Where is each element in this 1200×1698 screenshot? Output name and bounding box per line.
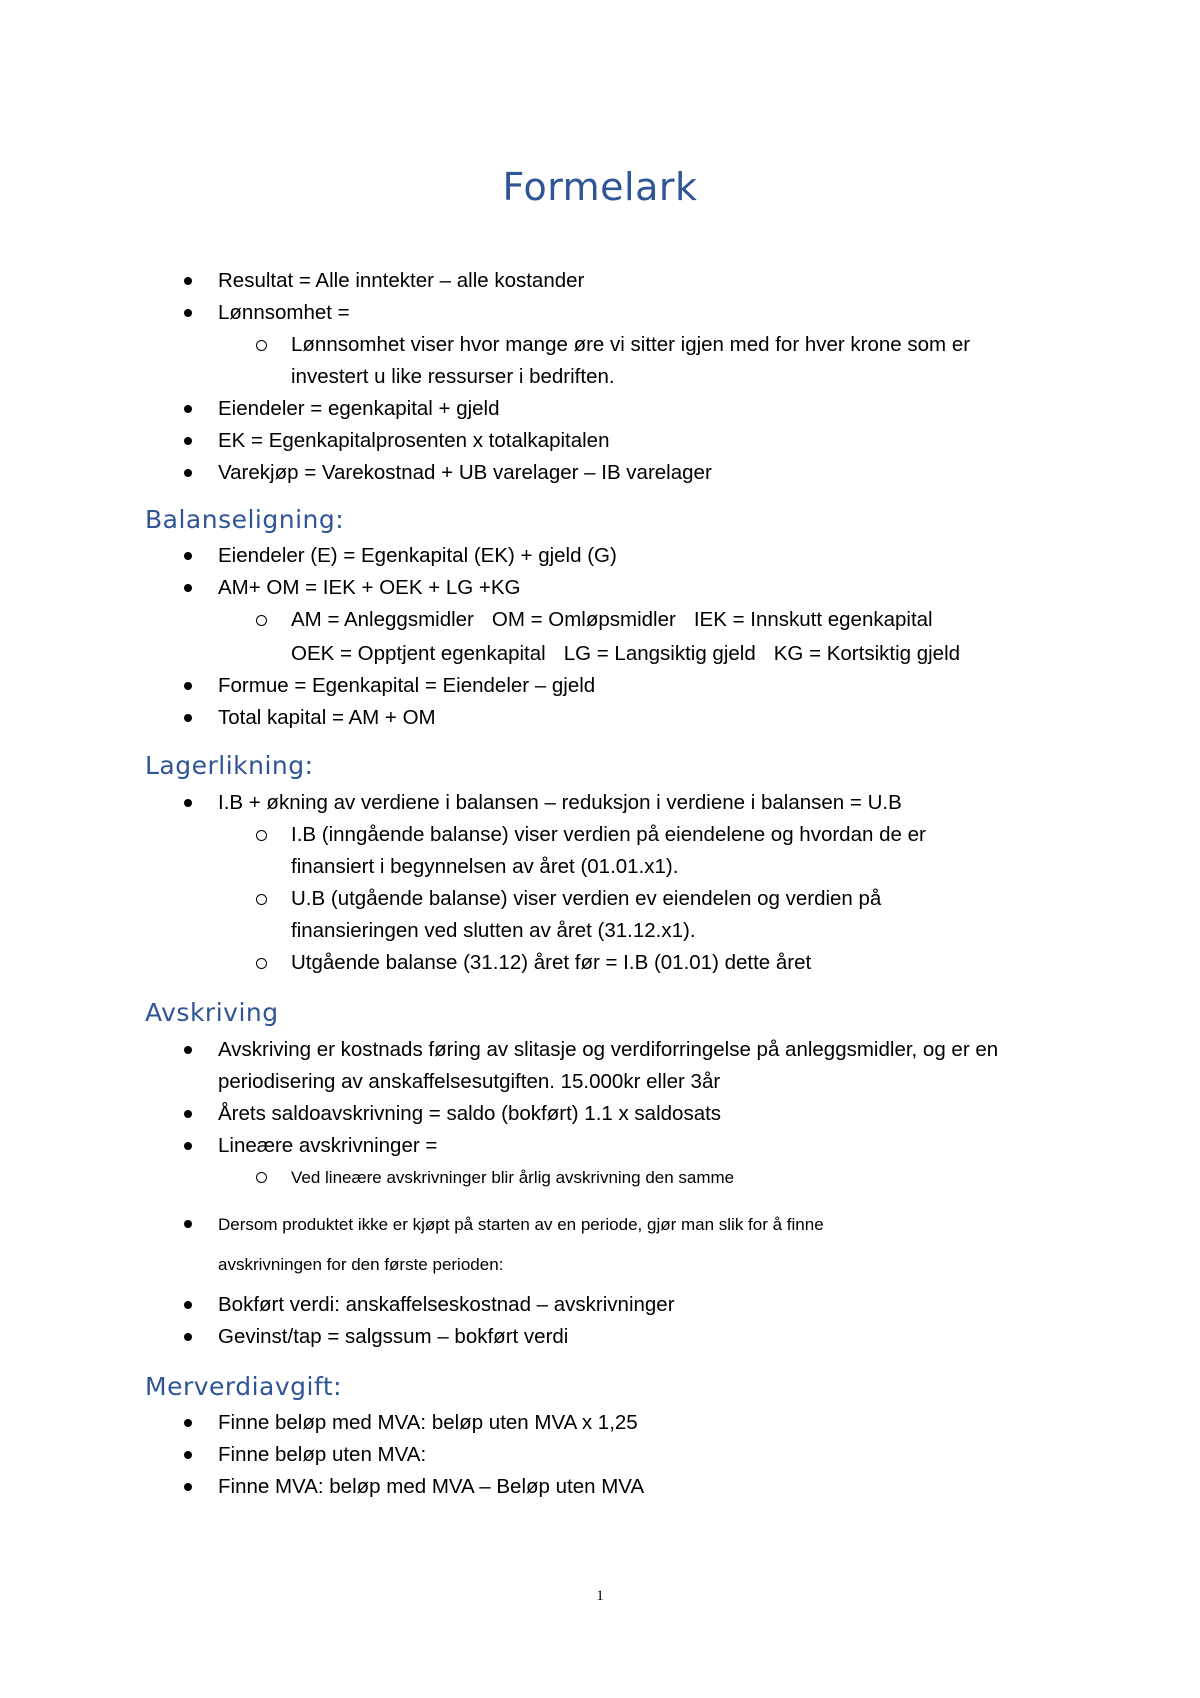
abbreviation-om: OM = Omløpsmidler	[491, 608, 676, 631]
list-item: Eiendeler = egenkapital + gjeld	[218, 397, 500, 420]
bullet-icon	[184, 799, 192, 807]
list-item: Lineære avskrivninger =	[218, 1134, 438, 1157]
bullet-icon	[184, 437, 192, 445]
list-item: Lønnsomhet viser hvor mange øre vi sitter igjen med for hver krone som er	[291, 333, 971, 356]
circle-bullet-icon	[256, 340, 267, 351]
list-item: I.B + økning av verdiene i balansen – reduksjon i verdiene i balansen = U.B	[218, 791, 902, 814]
bullet-icon	[184, 1142, 192, 1150]
list-item: Finne MVA: beløp med MVA – Beløp uten MVA	[218, 1475, 645, 1498]
circle-bullet-icon	[256, 830, 267, 841]
list-item: Årets saldoavskrivning = saldo (bokført) 1.1 x saldosats	[218, 1102, 722, 1125]
section-heading-balanseligning: Balanseligning:	[145, 505, 345, 534]
list-item: Formue = Egenkapital = Eiendeler – gjeld	[218, 674, 596, 697]
list-item: Dersom produktet ikke er kjøpt på starten av en periode, gjør man slik for å finne	[218, 1215, 824, 1234]
list-item: Finne beløp uten MVA:	[218, 1443, 427, 1466]
circle-bullet-icon	[256, 958, 267, 969]
section-heading-lagerlikning: Lagerlikning:	[145, 751, 314, 780]
list-item: Resultat = Alle inntekter – alle kostander	[218, 269, 585, 292]
circle-bullet-icon	[256, 894, 267, 905]
bullet-icon	[184, 1451, 192, 1459]
bullet-icon	[184, 1419, 192, 1427]
list-item: Varekjøp = Varekostnad + UB varelager – IB varelager	[218, 461, 712, 484]
list-item: Lønnsomhet =	[218, 301, 350, 324]
list-item-continuation: finansiert i begynnelsen av året (01.01.x1).	[291, 855, 679, 878]
bullet-icon	[184, 309, 192, 317]
page-number: 1	[596, 1588, 604, 1604]
circle-bullet-icon	[256, 1172, 267, 1183]
abbreviation-lg: LG = Langsiktig gjeld	[563, 642, 756, 665]
list-item: U.B (utgående balanse) viser verdien ev eiendelen og verdien på	[291, 887, 882, 910]
circle-bullet-icon	[256, 615, 267, 626]
list-item-continuation: investert u like ressurser i bedriften.	[291, 365, 615, 388]
list-item	[291, 607, 933, 633]
abbreviation-oek: OEK = Opptjent egenkapital	[291, 642, 546, 665]
abbreviation-kg: KG = Kortsiktig gjeld	[773, 642, 961, 665]
bullet-icon	[184, 1333, 192, 1341]
list-item: Avskriving er kostnads føring av slitasje og verdiforringelse på anleggsmidler, og er en	[218, 1038, 999, 1061]
bullet-icon	[184, 469, 192, 477]
list-item-continuation: periodisering av anskaffelsesutgiften. 15.000kr eller 3år	[218, 1070, 721, 1093]
bullet-icon	[184, 1483, 192, 1491]
section-heading-merverdiavgift: Merverdiavgift:	[145, 1372, 343, 1401]
list-item: Gevinst/tap = salgssum – bokført verdi	[218, 1325, 569, 1348]
bullet-icon	[184, 552, 192, 560]
list-item: EK = Egenkapitalprosenten x totalkapitalen	[218, 429, 610, 452]
list-item: Eiendeler (E) = Egenkapital (EK) + gjeld (G)	[218, 544, 617, 567]
bullet-icon	[184, 584, 192, 592]
list-item: Finne beløp med MVA: beløp uten MVA x 1,25	[218, 1411, 638, 1434]
list-item: AM+ OM = IEK + OEK + LG +KG	[218, 576, 521, 599]
bullet-icon	[184, 1220, 192, 1228]
abbreviation-iek: IEK = Innskutt egenkapital	[693, 608, 933, 631]
list-item: Bokført verdi: anskaffelseskostnad – avskrivninger	[218, 1293, 675, 1316]
bullet-icon	[184, 682, 192, 690]
section-heading-avskriving: Avskriving	[145, 998, 279, 1027]
bullet-icon	[184, 1110, 192, 1118]
list-item-continuation: avskrivningen for den første perioden:	[218, 1255, 504, 1274]
list-item: Total kapital = AM + OM	[218, 706, 436, 729]
list-item: I.B (inngående balanse) viser verdien på eiendelene og hvordan de er	[291, 823, 926, 846]
abbreviation-am: AM = Anleggsmidler	[291, 608, 474, 631]
page-title: Formelark	[502, 165, 698, 209]
list-item-continuation	[291, 641, 960, 667]
bullet-icon	[184, 714, 192, 722]
bullet-icon	[184, 405, 192, 413]
list-item: Ved lineære avskrivninger blir årlig avskrivning den samme	[291, 1168, 735, 1187]
list-item: Utgående balanse (31.12) året før = I.B (01.01) dette året	[291, 951, 812, 974]
list-item-continuation: finansieringen ved slutten av året (31.12.x1).	[291, 919, 696, 942]
bullet-icon	[184, 1301, 192, 1309]
bullet-icon	[184, 1046, 192, 1054]
bullet-icon	[184, 277, 192, 285]
